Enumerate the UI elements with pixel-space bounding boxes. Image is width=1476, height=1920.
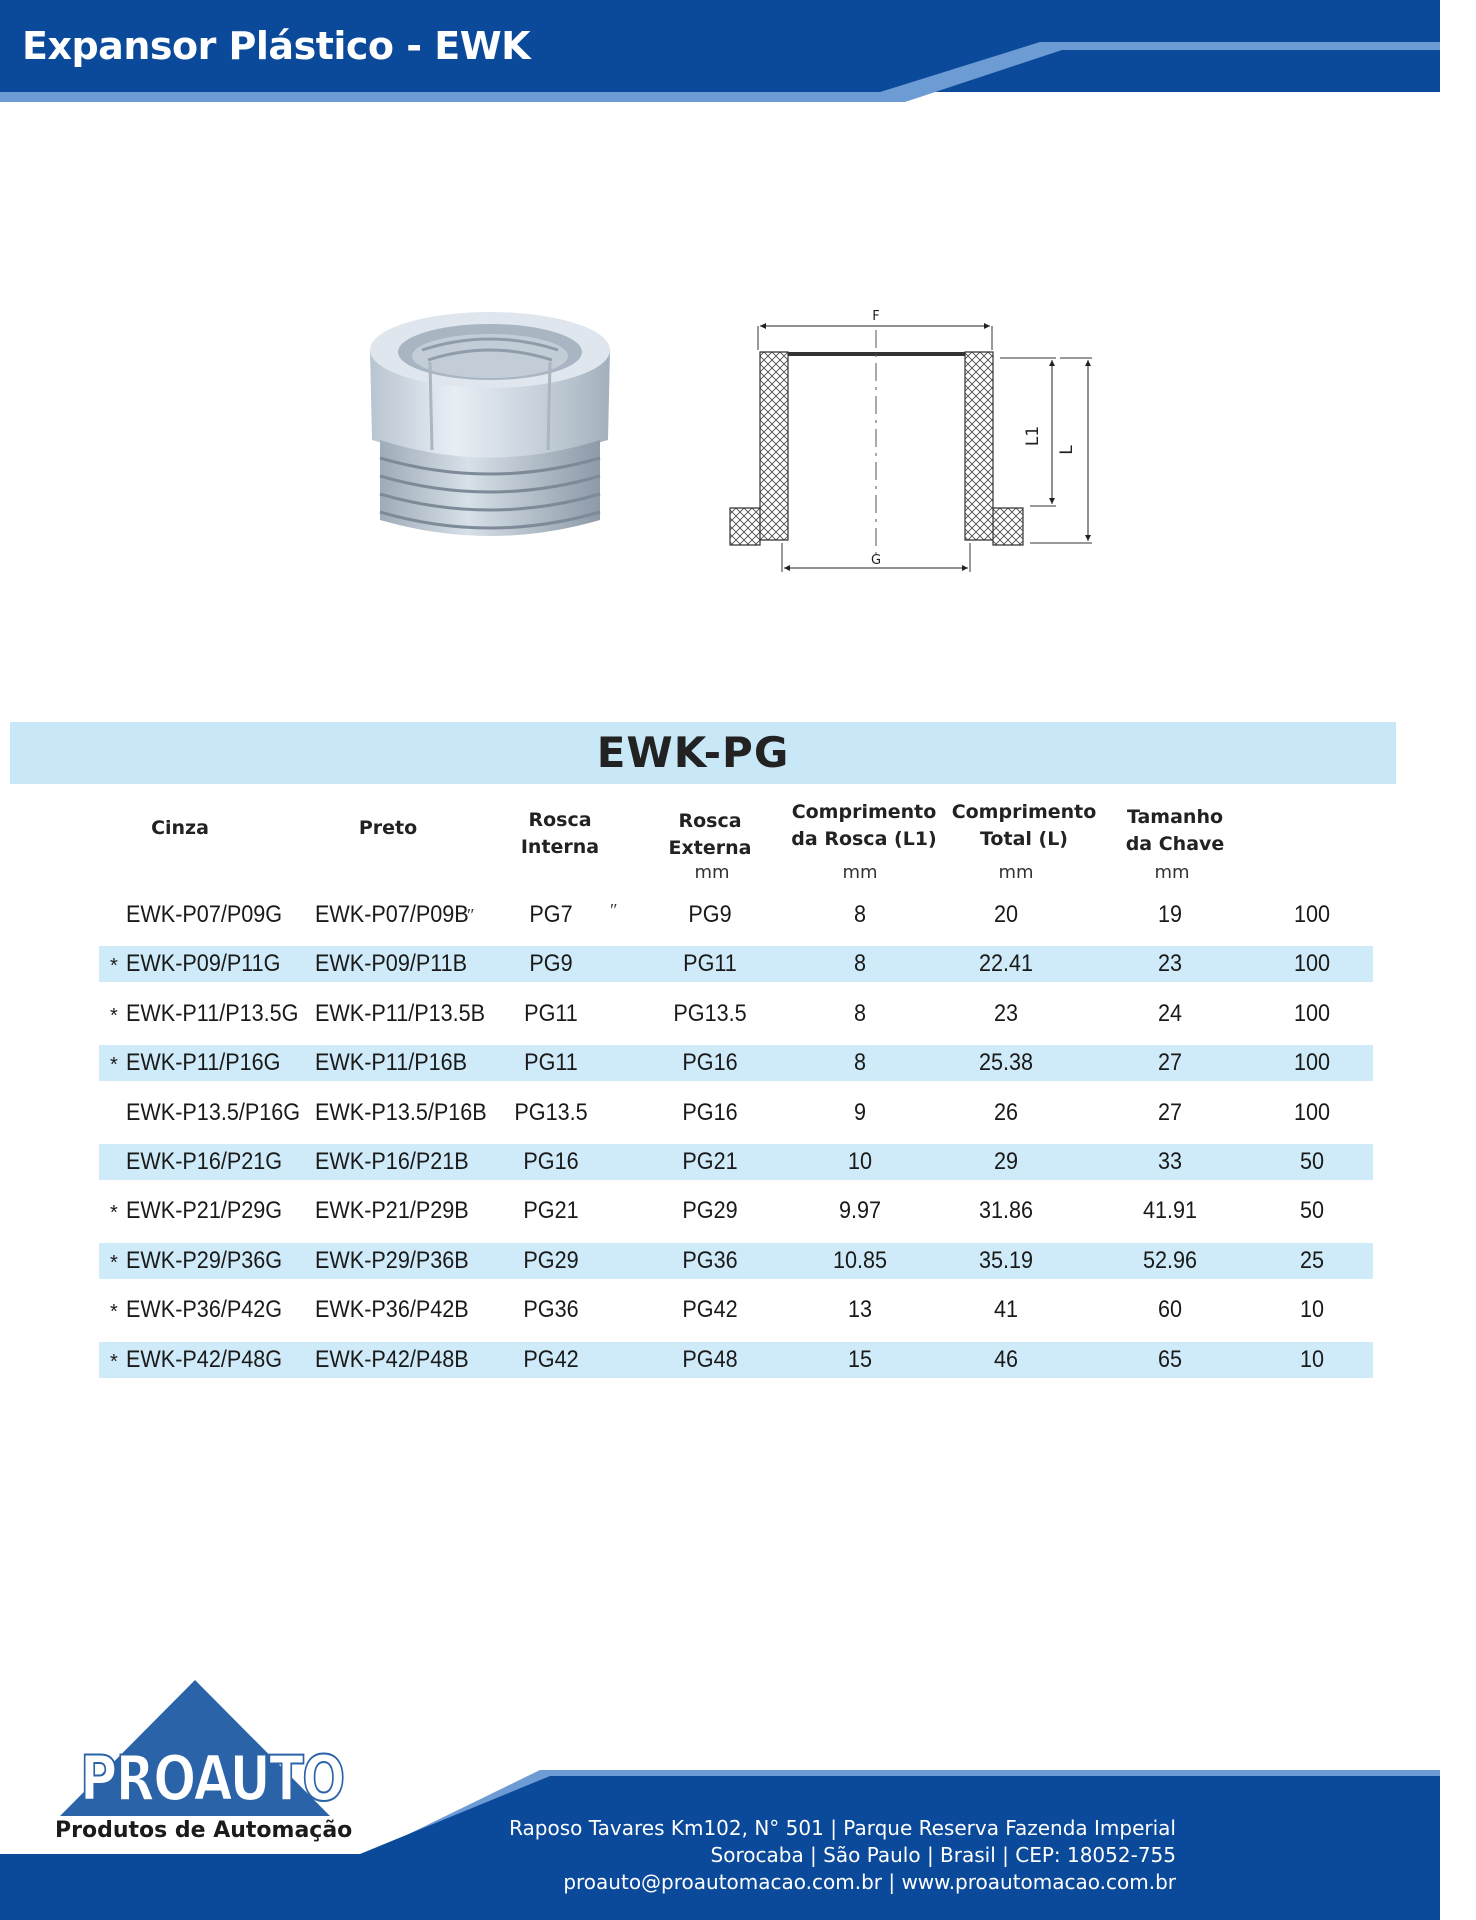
cell-cinza: EWK-P29/P36G xyxy=(126,1246,283,1274)
cell-qty: 100 xyxy=(1293,1049,1331,1077)
row-star-marker: * xyxy=(110,1251,118,1274)
cell-cinza: EWK-P09/P11G xyxy=(126,950,281,978)
table-row xyxy=(0,1144,1440,1180)
cell-cinza: EWK-P13.5/P16G xyxy=(126,1098,301,1126)
logo-tagline: Produtos de Automação xyxy=(55,1818,353,1843)
cell-l: 23 xyxy=(993,999,1019,1027)
cell-externa: PG9 xyxy=(688,901,732,928)
cell-l1: 9 xyxy=(853,1098,867,1126)
cell-preto: EWK-P11/P16B xyxy=(315,1049,468,1077)
row-star-marker: * xyxy=(110,1004,118,1027)
drawing-label-g: G xyxy=(870,553,882,568)
cell-l: 35.19 xyxy=(978,1246,1034,1274)
table-row xyxy=(0,1342,1440,1378)
cell-externa: PG29 xyxy=(682,1197,738,1225)
drawing-label-l1: L1 xyxy=(1023,425,1043,447)
header-rosca-interna xyxy=(500,807,620,861)
cell-externa: PG16 xyxy=(682,1098,738,1126)
cell-interna: PG13.5 xyxy=(514,1098,588,1126)
cell-qty: 100 xyxy=(1293,1098,1331,1126)
row-star-marker: * xyxy=(110,955,118,978)
cell-l: 29 xyxy=(993,1148,1019,1175)
cell-chave: 27 xyxy=(1157,1049,1183,1077)
cell-l: 25.38 xyxy=(978,1049,1034,1077)
cell-l1: 10 xyxy=(847,1148,873,1175)
footer-contact-line: proauto@proautomacao.com.br | www.proautomacao.com.br xyxy=(563,1870,1176,1894)
header-comp-rosca-line2: da Rosca (L1) xyxy=(791,828,937,850)
table-row xyxy=(0,1045,1440,1081)
cell-chave: 33 xyxy=(1157,1148,1183,1175)
cell-interna: PG36 xyxy=(523,1296,579,1324)
cell-interna: PG29 xyxy=(523,1246,579,1274)
cell-chave: 65 xyxy=(1157,1345,1183,1373)
cell-preto: EWK-P16/P21B xyxy=(315,1148,469,1175)
cell-preto: EWK-P36/P42B xyxy=(315,1296,469,1324)
cell-qty: 50 xyxy=(1299,1197,1325,1225)
table-row xyxy=(0,996,1440,1032)
cell-interna: PG21 xyxy=(523,1197,579,1225)
cell-preto: EWK-P21/P29B xyxy=(315,1197,469,1225)
cell-chave: 60 xyxy=(1157,1296,1183,1324)
cell-l1: 9.97 xyxy=(838,1197,882,1225)
table-title: EWK-PG xyxy=(596,728,790,777)
cell-chave: 41.91 xyxy=(1142,1197,1198,1225)
cell-l1: 13 xyxy=(847,1296,873,1324)
cell-qty: 50 xyxy=(1299,1148,1325,1175)
cell-l1: 15 xyxy=(847,1345,873,1373)
header-preto-text: Preto xyxy=(358,817,418,839)
unit-total: mm xyxy=(998,862,1034,883)
cell-cinza: EWK-P42/P48G xyxy=(126,1345,283,1373)
technical-drawing xyxy=(720,300,1100,580)
cell-chave: 19 xyxy=(1157,901,1183,928)
row-star-marker: * xyxy=(110,1301,118,1324)
header-rosca-externa-line2: Externa xyxy=(668,837,752,859)
cell-externa: PG36 xyxy=(682,1246,738,1274)
header-comp-total-line2: Total (L) xyxy=(980,828,1068,850)
cell-chave: 52.96 xyxy=(1142,1246,1198,1274)
cell-preto: EWK-P42/P48B xyxy=(315,1345,469,1373)
header-chave-line1: Tamanho xyxy=(1126,806,1224,828)
row-star-marker: * xyxy=(110,1054,118,1077)
unit-rosca: mm xyxy=(842,862,878,883)
cell-externa: PG16 xyxy=(682,1049,738,1077)
header-rosca-externa-line1: Rosca xyxy=(678,810,742,832)
cell-preto: EWK-P11/P13.5B xyxy=(315,999,486,1027)
cell-l1: 10.85 xyxy=(832,1246,888,1274)
header-rosca-interna-line2: Interna xyxy=(520,836,600,858)
header-comp-total-line1: Comprimento xyxy=(951,801,1097,823)
footer-address-line-2: Sorocaba | São Paulo | Brasil | CEP: 18052-755 xyxy=(710,1843,1176,1867)
cell-qty: 100 xyxy=(1293,950,1331,978)
table-row xyxy=(0,1243,1440,1279)
cell-cinza: EWK-P16/P21G xyxy=(126,1148,283,1175)
row-star-marker: * xyxy=(110,1350,118,1373)
cell-l1: 8 xyxy=(853,901,867,928)
cell-l: 20 xyxy=(993,901,1019,928)
cell-qty: 10 xyxy=(1299,1296,1325,1324)
cell-qty: 100 xyxy=(1293,999,1331,1027)
cell-l: 22.41 xyxy=(978,950,1034,978)
cell-interna: PG11 xyxy=(524,1049,578,1077)
page-title: Expansor Plástico - EWK xyxy=(22,24,531,68)
cell-externa: PG48 xyxy=(682,1345,738,1373)
cell-preto: EWK-P09/P11B xyxy=(315,950,468,978)
cell-l1: 8 xyxy=(853,999,867,1027)
cell-qty: 25 xyxy=(1299,1246,1325,1274)
drawing-label-l: L xyxy=(1057,445,1077,455)
cell-interna: PG16 xyxy=(523,1148,579,1175)
cell-l: 41 xyxy=(993,1296,1019,1324)
cell-l1: 8 xyxy=(853,950,867,978)
table-row xyxy=(0,897,1440,933)
cell-externa: PG11 xyxy=(683,950,737,978)
cell-qty: 100 xyxy=(1293,901,1331,928)
stray-mark-interna: ″ xyxy=(610,900,618,920)
cell-cinza: EWK-P07/P09G xyxy=(126,901,283,928)
cell-externa: PG13.5 xyxy=(673,999,747,1027)
cell-externa: PG42 xyxy=(682,1296,738,1324)
cell-interna: PG42 xyxy=(523,1345,579,1373)
table-row xyxy=(0,1193,1440,1229)
product-photo xyxy=(340,290,640,600)
cell-preto: EWK-P13.5/P16B xyxy=(315,1098,487,1126)
unit-externa: mm xyxy=(694,862,730,883)
cell-preto: EWK-P07/P09B xyxy=(315,901,469,928)
table-row xyxy=(0,946,1440,982)
header-chave-line2: da Chave xyxy=(1125,833,1225,855)
header-cinza xyxy=(130,815,230,842)
cell-chave: 24 xyxy=(1157,999,1183,1027)
header-comp-rosca-line1: Comprimento xyxy=(791,801,937,823)
table-row xyxy=(0,1292,1440,1328)
cell-cinza: EWK-P21/P29G xyxy=(126,1197,283,1225)
row-star-marker: * xyxy=(110,1202,118,1225)
cell-l: 26 xyxy=(993,1098,1019,1126)
header-comp-rosca xyxy=(784,799,944,853)
header-rosca-externa xyxy=(650,808,770,862)
unit-chave: mm xyxy=(1154,862,1190,883)
cell-cinza: EWK-P11/P13.5G xyxy=(126,999,299,1027)
cell-cinza: EWK-P11/P16G xyxy=(126,1049,281,1077)
cell-chave: 27 xyxy=(1157,1098,1183,1126)
header-rosca-interna-line1: Rosca xyxy=(528,809,592,831)
cell-l1: 8 xyxy=(853,1049,867,1077)
cell-l: 46 xyxy=(993,1345,1019,1373)
stray-mark-preto: ″ xyxy=(467,905,475,925)
cell-interna: PG9 xyxy=(529,950,573,978)
cell-preto: EWK-P29/P36B xyxy=(315,1246,469,1274)
cell-qty: 10 xyxy=(1299,1345,1325,1373)
header-preto xyxy=(338,815,438,842)
footer-address-line-1: Raposo Tavares Km102, N° 501 | Parque Reserva Fazenda Imperial xyxy=(509,1816,1176,1840)
drawing-label-f: F xyxy=(872,309,880,324)
cell-interna: PG7 xyxy=(529,901,573,928)
cell-l: 31.86 xyxy=(978,1197,1034,1225)
header-comp-total xyxy=(944,799,1104,853)
header-cinza-text: Cinza xyxy=(151,817,209,839)
cell-chave: 23 xyxy=(1157,950,1183,978)
table-row xyxy=(0,1095,1440,1131)
cell-externa: PG21 xyxy=(682,1148,738,1175)
table-title-band xyxy=(10,722,1396,784)
cell-cinza: EWK-P36/P42G xyxy=(126,1296,283,1324)
cell-interna: PG11 xyxy=(524,999,578,1027)
logo-wordmark: PROAUTO xyxy=(80,1742,344,1815)
header-chave xyxy=(1115,804,1235,858)
